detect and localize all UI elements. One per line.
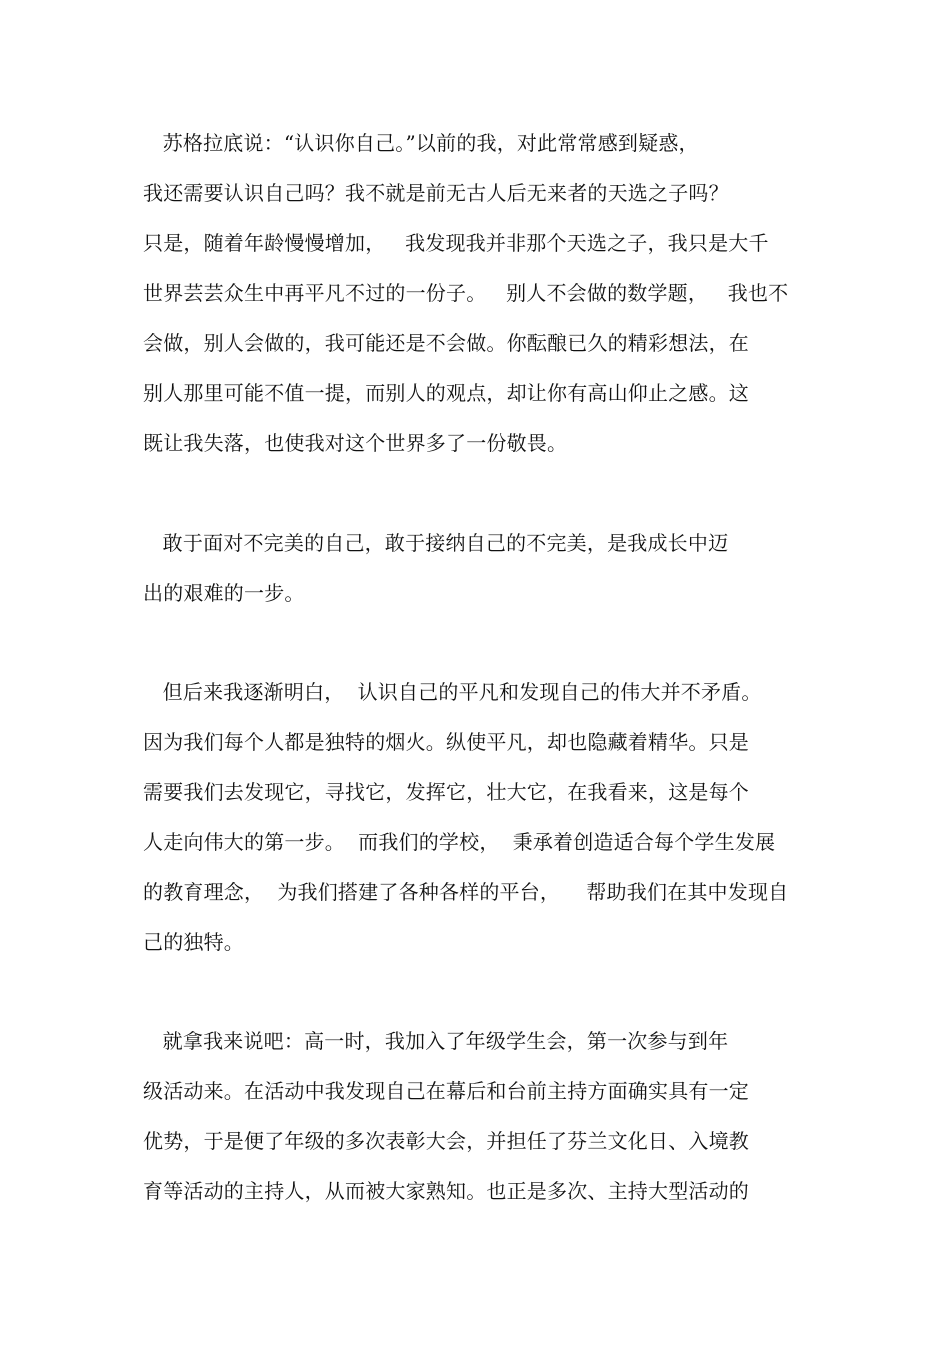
paragraph-1-line-6: 别人那里可能不值一提，而别人的观点，却让你有高山仰止之感。这 <box>143 381 749 405</box>
paragraph-3-line-5: 的教育理念， 为我们搭建了各种各样的平台， 帮助我们在其中发现自 <box>143 880 789 904</box>
paragraph-1-line-5: 会做，别人会做的，我可能还是不会做。你酝酿已久的精彩想法，在 <box>143 331 749 355</box>
paragraph-1-line-3: 只是，随着年龄慢慢增加， 我发现我并非那个天选之子，我只是大千 <box>143 231 769 255</box>
paragraph-4-line-4: 育等活动的主持人，从而被大家熟知。也正是多次、主持大型活动的 <box>143 1179 749 1203</box>
paragraph-3-line-1: 但后来我逐渐明白， 认识自己的平凡和发现自己的伟大并不矛盾。 <box>143 680 762 704</box>
paragraph-3-line-2: 因为我们每个人都是独特的烟火。纵使平凡，却也隐藏着精华。只是 <box>143 730 749 754</box>
paragraph-1-line-2: 我还需要认识自己吗？我不就是前无古人后无来者的天选之子吗？ <box>143 181 729 205</box>
paragraph-1-line-1: 苏格拉底说：“认识你自己。”以前的我，对此常常感到疑惑， <box>143 131 699 155</box>
paragraph-1-line-7: 既让我失落，也使我对这个世界多了一份敬畏。 <box>143 431 568 455</box>
paragraph-3-line-3: 需要我们去发现它，寻找它，发挥它，壮大它，在我看来，这是每个 <box>143 780 749 804</box>
paragraph-2-line-2: 出的艰难的一步。 <box>143 581 305 605</box>
paragraph-1-line-4: 世界芸芸众生中再平凡不过的一份子。 别人不会做的数学题， 我也不 <box>143 281 789 305</box>
paragraph-4-line-3: 优势，于是便了年级的多次表彰大会，并担任了芬兰文化日、入境教 <box>143 1129 749 1153</box>
paragraph-4-line-2: 级活动来。在活动中我发现自己在幕后和台前主持方面确实具有一定 <box>143 1079 749 1103</box>
paragraph-3-line-4: 人走向伟大的第一步。 而我们的学校， 秉承着创造适合每个学生发展 <box>143 830 776 854</box>
paragraph-2-line-1: 敢于面对不完美的自己，敢于接纳自己的不完美，是我成长中迈 <box>143 531 729 555</box>
paragraph-3-line-6: 己的独特。 <box>143 930 244 954</box>
paragraph-4-line-1: 就拿我来说吧：高一时，我加入了年级学生会，第一次参与到年 <box>143 1029 729 1053</box>
